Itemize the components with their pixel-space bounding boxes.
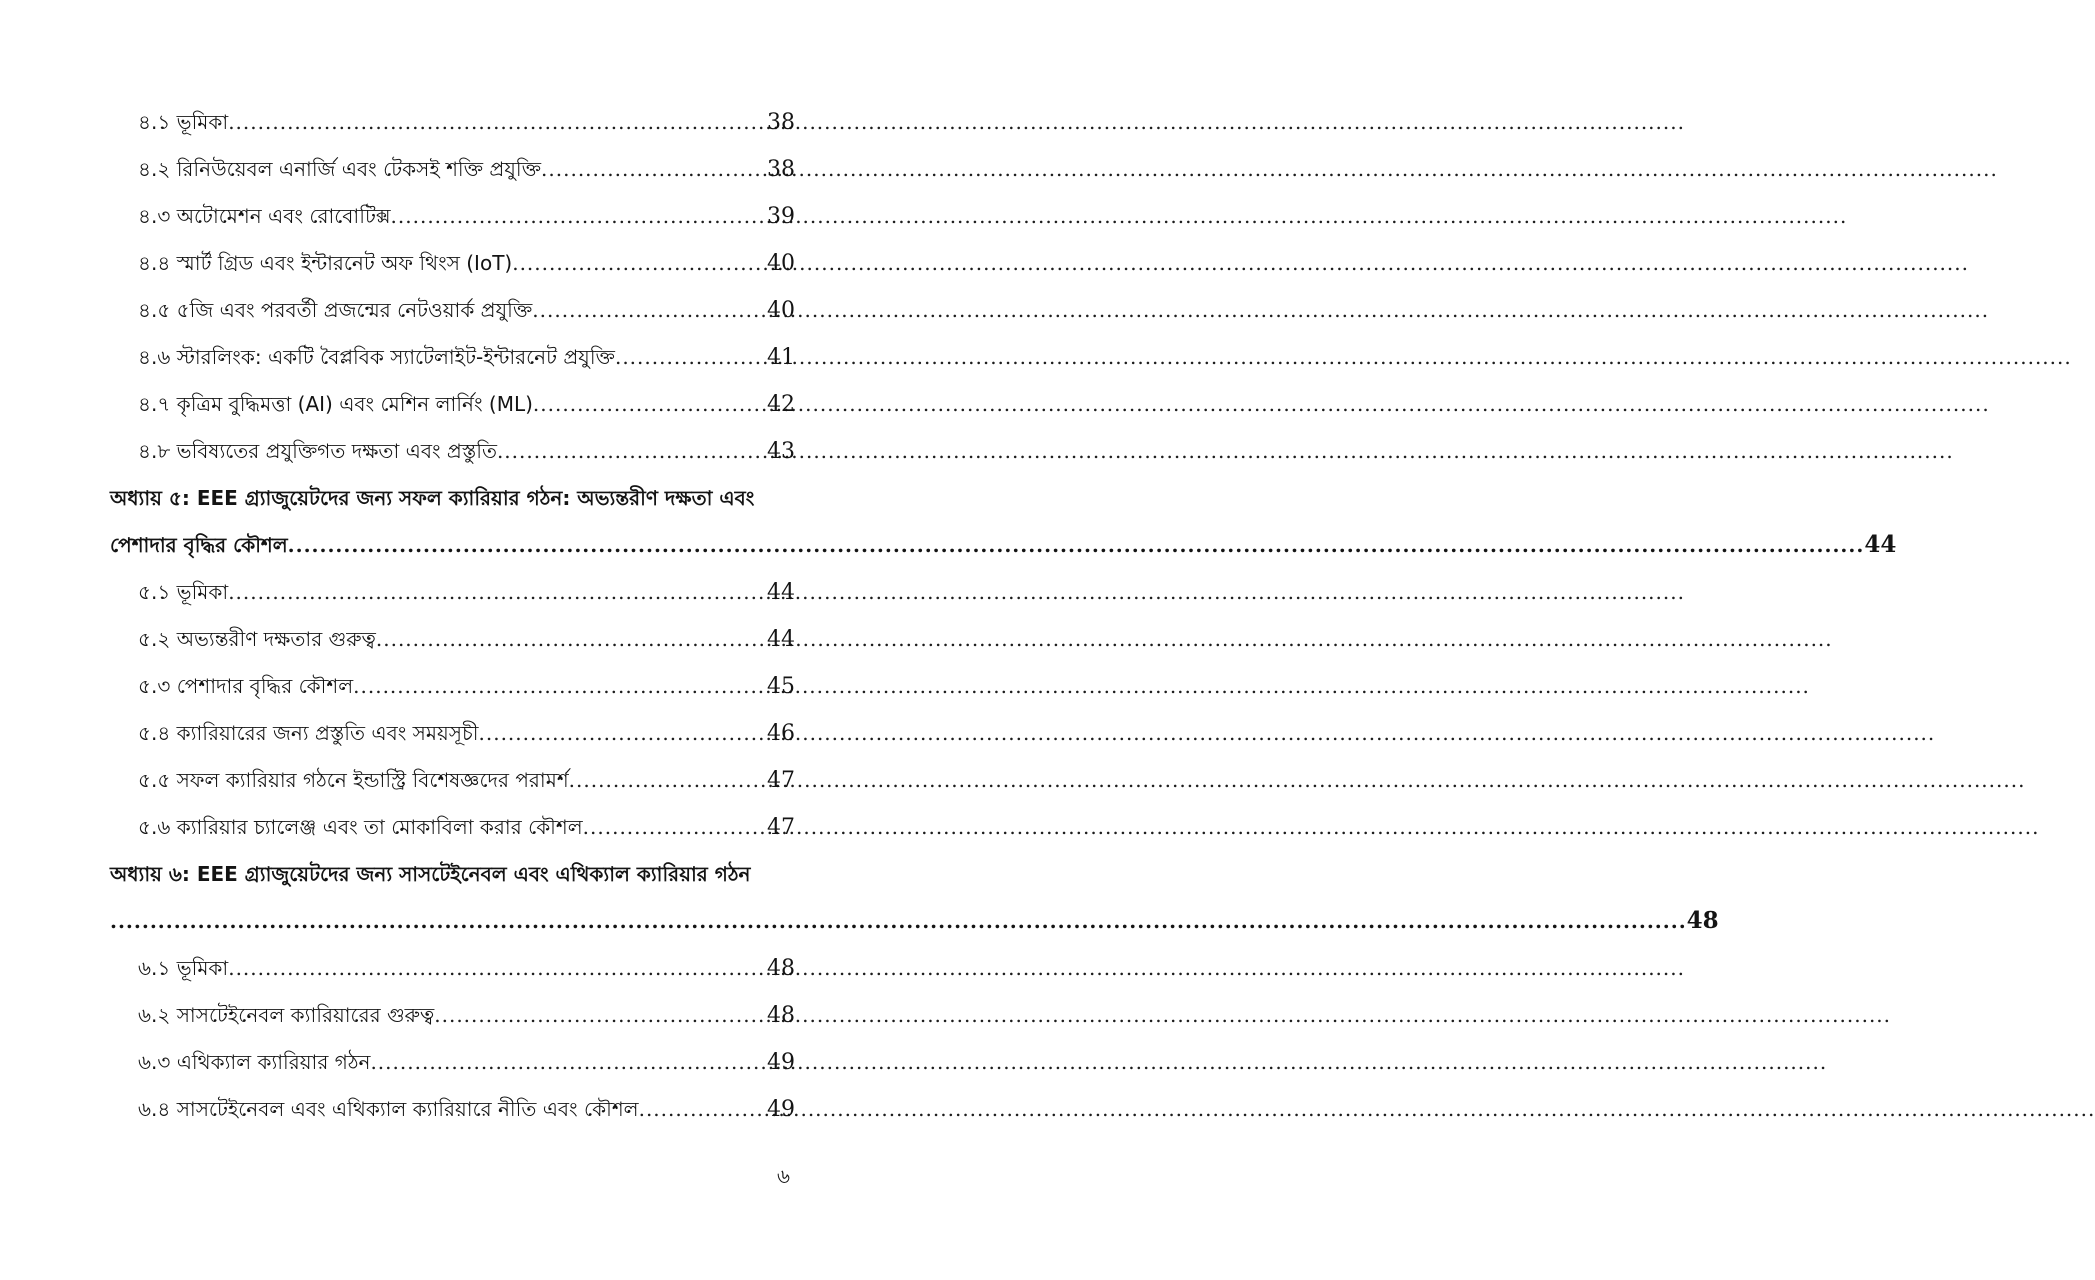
toc-entry-page: 46 xyxy=(767,721,795,746)
toc-entry[interactable] xyxy=(110,343,795,390)
toc-entry-label: ৪.৮ ভবিষ্যতের প্রযুক্তিগত দক্ষতা এবং প্রস্তুতি xyxy=(138,439,497,463)
toc-entry-label: ৫.৩ পেশাদার বৃদ্ধির কৌশল xyxy=(138,674,354,698)
toc-entry-page: 47 xyxy=(767,768,795,793)
toc-entry-label: ৫.৫ সফল ক্যারিয়ার গঠনে ইন্ডাস্ট্রি বিশেষজ্ঞদের পরামর্শ xyxy=(138,768,569,792)
toc-entry-page: 44 xyxy=(767,627,795,652)
chapter-page: 44 xyxy=(1864,531,1897,558)
chapter-title-line: অধ্যায় ৫: EEE গ্র্যাজুয়েটদের জন্য সফল ক্যারিয়ার গঠন: অভ্যন্তরীণ দক্ষতা এবং xyxy=(110,486,755,510)
toc-entry[interactable] xyxy=(110,155,795,202)
toc-entry-label: ৫.৬ ক্যারিয়ার চ্যালেঞ্জ এবং তা মোকাবিলা করার কৌশল xyxy=(138,815,583,839)
toc-entry-page: 38 xyxy=(767,157,795,182)
toc-entry[interactable] xyxy=(110,296,795,343)
toc-entry-page: 38 xyxy=(767,110,795,135)
toc-entry[interactable] xyxy=(110,954,795,1001)
toc-entry[interactable] xyxy=(110,625,795,672)
toc-entry-label: ৪.২ রিনিউয়েবল এনার্জি এবং টেকসই শক্তি প্রযুক্তি xyxy=(138,157,542,181)
toc-entry-page: 39 xyxy=(767,204,795,229)
table-of-contents xyxy=(110,108,1897,1142)
chapter-title-line: পেশাদার বৃদ্ধির কৌশল xyxy=(110,533,288,557)
toc-entry[interactable] xyxy=(110,108,795,155)
dot-leader xyxy=(228,956,765,980)
toc-entry[interactable] xyxy=(110,202,795,249)
toc-entry-label: ৫.১ ভূমিকা xyxy=(138,580,229,604)
toc-entry-label: ৬.৩ এথিক্যাল ক্যারিয়ার গঠন xyxy=(138,1050,371,1074)
chapter-title-line: অধ্যায় ৬: EEE গ্র্যাজুয়েটদের জন্য সাসটেইনেবল এবং এথিক্যাল ক্যারিয়ার গঠন xyxy=(110,862,751,886)
toc-entry-label: ৬.১ ভূমিকা xyxy=(138,956,229,980)
dot-leader xyxy=(370,1050,765,1074)
chapter-5-heading[interactable] xyxy=(110,484,795,531)
toc-entry-label: ৪.৫ ৫জি এবং পরবর্তী প্রজন্মের নেটওয়ার্ক প্রযুক্তি xyxy=(138,298,533,322)
toc-entry[interactable] xyxy=(110,813,795,860)
dot-leader xyxy=(228,580,765,604)
toc-entry[interactable] xyxy=(110,249,795,296)
dot-leader xyxy=(376,627,765,651)
toc-entry-label: ৬.২ সাসটেইনেবল ক্যারিয়ারের গুরুত্ব xyxy=(138,1003,435,1027)
toc-entry-label: ৫.২ অভ্যন্তরীণ দক্ষতার গুরুত্ব xyxy=(138,627,376,651)
toc-entry-page: 44 xyxy=(767,580,795,605)
dot-leader xyxy=(434,1003,765,1027)
toc-entry-label: ৪.৪ স্মার্ট গ্রিড এবং ইন্টারনেট অফ থিংস (IoT) xyxy=(138,251,513,275)
toc-entry-label: ৪.৭ কৃত্রিম বুদ্ধিমত্তা (AI) এবং মেশিন লার্নিং (ML) xyxy=(138,392,533,416)
toc-entry[interactable] xyxy=(110,437,795,484)
chapter-6-heading[interactable] xyxy=(110,860,795,907)
dot-leader xyxy=(353,674,765,698)
dot-leader xyxy=(479,721,766,745)
toc-entry-page: 40 xyxy=(767,298,795,323)
toc-entry[interactable] xyxy=(110,578,795,625)
chapter-page: 48 xyxy=(1686,907,1719,934)
toc-entry-page: 47 xyxy=(767,815,795,840)
page-number: ৬ xyxy=(777,1164,791,1188)
toc-entry-page: 49 xyxy=(767,1050,795,1075)
dot-leader xyxy=(497,439,765,463)
dot-leader xyxy=(533,392,765,416)
toc-entry-page: 43 xyxy=(767,439,795,464)
toc-entry-label: ৪.৩ অটোমেশন এবং রোবোটিক্স xyxy=(138,204,391,228)
toc-entry[interactable] xyxy=(110,390,795,437)
toc-entry-label: ৫.৪ ক্যারিয়ারের জন্য প্রস্তুতি এবং সময়সূচী xyxy=(138,721,479,745)
toc-entry-page: 41 xyxy=(767,345,795,370)
chapter-6-heading-continued[interactable] xyxy=(110,907,1719,954)
dot-leader xyxy=(110,909,1687,933)
toc-entry-page: 42 xyxy=(767,392,795,417)
dot-leader xyxy=(288,533,1865,557)
toc-entry[interactable] xyxy=(110,719,795,766)
dot-leader xyxy=(583,815,765,839)
dot-leader xyxy=(391,204,765,228)
toc-entry-page: 48 xyxy=(767,956,795,981)
toc-entry[interactable] xyxy=(110,1001,795,1048)
dot-leader xyxy=(569,768,765,792)
toc-entry-label: ৪.১ ভূমিকা xyxy=(138,110,229,134)
toc-entry-label: ৪.৬ স্টারলিংক: একটি বৈপ্লবিক স্যাটেলাইট-ইন্টারনেট প্রযুক্তি xyxy=(138,345,615,369)
toc-entry[interactable] xyxy=(110,672,795,719)
dot-leader xyxy=(532,298,765,322)
toc-entry[interactable] xyxy=(110,1048,795,1095)
dot-leader xyxy=(639,1097,765,1121)
dot-leader xyxy=(541,157,765,181)
dot-leader xyxy=(512,251,765,275)
toc-entry[interactable] xyxy=(110,1095,795,1142)
toc-entry-page: 48 xyxy=(767,1003,795,1028)
chapter-5-heading-continued[interactable] xyxy=(110,531,1897,578)
toc-entry-page: 45 xyxy=(767,674,795,699)
toc-entry-page: 49 xyxy=(767,1097,795,1122)
toc-entry[interactable] xyxy=(110,766,795,813)
toc-entry-page: 40 xyxy=(767,251,795,276)
dot-leader xyxy=(615,345,765,369)
dot-leader xyxy=(228,110,765,134)
toc-entry-label: ৬.৪ সাসটেইনেবল এবং এথিক্যাল ক্যারিয়ারে নীতি এবং কৌশল xyxy=(138,1097,639,1121)
